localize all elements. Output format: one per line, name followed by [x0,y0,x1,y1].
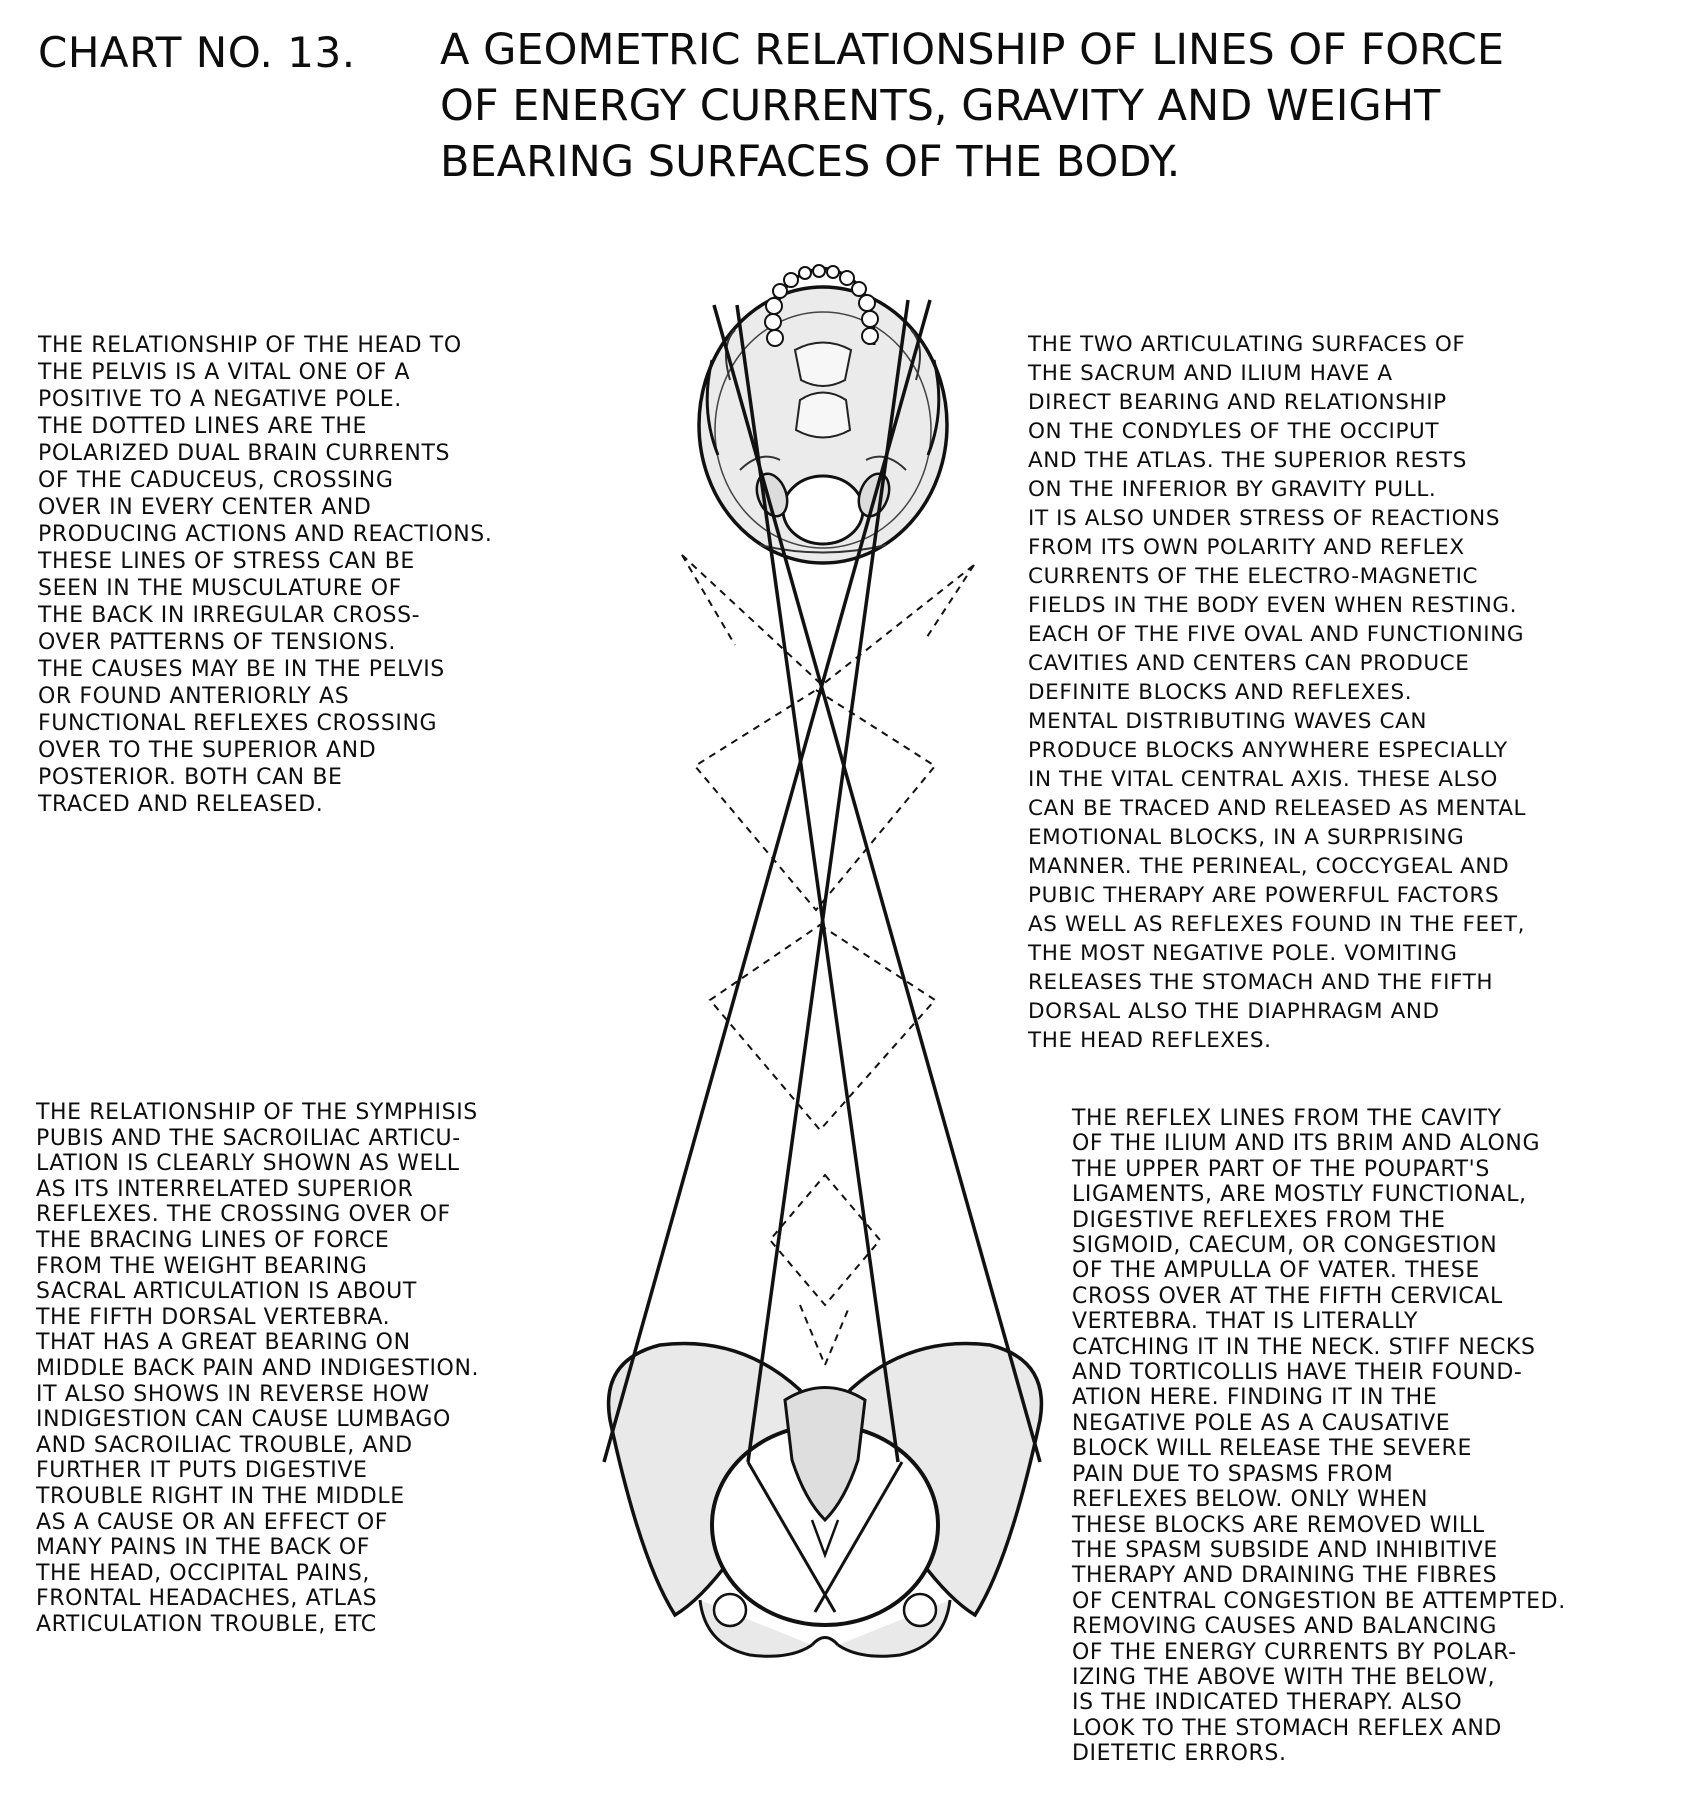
note-line: THE BRACING LINES OF FORCE [36,1227,390,1253]
chart-title-line: A GEOMETRIC RELATIONSHIP OF LINES OF FORCE [440,25,1505,75]
note-line: PUBIC THERAPY ARE POWERFUL FACTORS [1028,883,1500,908]
note-line: VERTEBRA. THAT IS LITERALLY [1072,1309,1419,1335]
note-line: CURRENTS OF THE ELECTRO-MAGNETIC [1028,564,1479,589]
note-line: CAN BE TRACED AND RELEASED AS MENTAL [1028,796,1527,821]
note-line: THE MOST NEGATIVE POLE. VOMITING [1028,941,1458,966]
note-line: TROUBLE RIGHT IN THE MIDDLE [36,1483,405,1509]
note-line: POSITIVE TO A NEGATIVE POLE. [38,387,402,412]
note-line: THERAPY AND DRAINING THE FIBRES [1072,1563,1498,1589]
note-line: PRODUCING ACTIONS AND REACTIONS. [38,522,493,547]
note-line: AND THE ATLAS. THE SUPERIOR RESTS [1028,448,1467,473]
note-line: DIRECT BEARING AND RELATIONSHIP [1028,390,1447,415]
note-line: SIGMOID, CAECUM, OR CONGESTION [1072,1233,1498,1259]
note-line: IT ALSO SHOWS IN REVERSE HOW [36,1381,430,1407]
note-line: POLARIZED DUAL BRAIN CURRENTS [38,441,451,466]
note-line: FROM ITS OWN POLARITY AND REFLEX [1028,535,1465,560]
chart-number: CHART NO. 13. [38,28,356,77]
chart-title-line: OF ENERGY CURRENTS, GRAVITY AND WEIGHT [440,81,1441,131]
note-line: OVER PATTERNS OF TENSIONS. [38,630,396,655]
note-line: FUNCTIONAL REFLEXES CROSSING [38,711,438,736]
note-line: THE DOTTED LINES ARE THE [38,414,368,439]
note-top-right [1028,330,1688,1055]
note-line: RELEASES THE STOMACH AND THE FIFTH [1028,970,1494,995]
note-line: THE BACK IN IRREGULAR CROSS- [38,603,421,628]
note-line: THE REFLEX LINES FROM THE CAVITY [1072,1106,1502,1131]
note-line: OVER IN EVERY CENTER AND [38,495,372,520]
chart-title [440,22,1660,190]
note-line: ATION HERE. FINDING IT IN THE [1072,1385,1438,1411]
note-line: LATION IS CLEARLY SHOWN AS WELL [36,1151,460,1177]
note-line: AS ITS INTERRELATED SUPERIOR [36,1176,414,1202]
note-line: CATCHING IT IN THE NECK. STIFF NECKS [1072,1334,1536,1360]
note-line: EACH OF THE FIVE OVAL AND FUNCTIONING [1028,622,1525,647]
note-line: AS A CAUSE OR AN EFFECT OF [36,1509,388,1535]
note-line: FRONTAL HEADACHES, ATLAS [36,1586,378,1612]
note-line: MANY PAINS IN THE BACK OF [36,1535,371,1561]
note-line: AND SACROILIAC TROUBLE, AND [36,1432,413,1458]
note-line: THE CAUSES MAY BE IN THE PELVIS [38,657,445,682]
note-line: IS THE INDICATED THERAPY. ALSO [1072,1690,1463,1716]
note-line: IZING THE ABOVE WITH THE BELOW, [1072,1664,1496,1690]
note-line: FROM THE WEIGHT BEARING [36,1253,368,1279]
note-line: DIGESTIVE REFLEXES FROM THE [1072,1207,1446,1233]
note-line: THE UPPER PART OF THE POUPART'S [1072,1156,1490,1182]
note-line: FURTHER IT PUTS DIGESTIVE [36,1458,368,1484]
note-line: THESE LINES OF STRESS CAN BE [38,549,415,574]
note-line: POSTERIOR. BOTH CAN BE [38,765,343,790]
note-line: THAT HAS A GREAT BEARING ON [36,1330,411,1356]
note-line: CROSS OVER AT THE FIFTH CERVICAL [1072,1283,1503,1309]
note-line: OF THE ILIUM AND ITS BRIM AND ALONG [1072,1131,1541,1157]
note-line: DIETETIC ERRORS. [1072,1741,1287,1767]
note-line: THE TWO ARTICULATING SURFACES OF [1028,332,1466,357]
note-line: IT IS ALSO UNDER STRESS OF REACTIONS [1028,506,1501,531]
note-line: CAVITIES AND CENTERS CAN PRODUCE [1028,651,1470,676]
note-line: SACRAL ARTICULATION IS ABOUT [36,1279,417,1305]
note-line: PRODUCE BLOCKS ANYWHERE ESPECIALLY [1028,738,1508,763]
note-line: OR FOUND ANTERIORLY AS [38,684,350,709]
chart-title-line: BEARING SURFACES OF THE BODY. [440,137,1181,187]
note-line: NEGATIVE POLE AS A CAUSATIVE [1072,1410,1451,1436]
note-line: MIDDLE BACK PAIN AND INDIGESTION. [36,1355,480,1381]
note-line: MANNER. THE PERINEAL, COCCYGEAL AND [1028,854,1510,879]
note-line: OF THE AMPULLA OF VATER. THESE [1072,1258,1480,1284]
note-line: THE RELATIONSHIP OF THE SYMPHISIS [36,1100,478,1125]
note-line: TRACED AND RELEASED. [38,792,324,817]
note-line: THE FIFTH DORSAL VERTEBRA. [36,1304,391,1330]
note-line: THE SACRUM AND ILIUM HAVE A [1028,361,1393,386]
note-line: THE SPASM SUBSIDE AND INHIBITIVE [1072,1537,1498,1563]
note-line: REMOVING CAUSES AND BALANCING [1072,1614,1498,1640]
note-line: OVER TO THE SUPERIOR AND [38,738,377,763]
note-line: INDIGESTION CAN CAUSE LUMBAGO [36,1407,451,1433]
note-line: OF CENTRAL CONGESTION BE ATTEMPTED. [1072,1588,1566,1614]
note-line: AS WELL AS REFLEXES FOUND IN THE FEET, [1028,912,1526,937]
note-line: AND TORTICOLLIS HAVE THEIR FOUND- [1072,1360,1523,1386]
skull-base-icon [699,265,947,563]
note-line: OF THE ENERGY CURRENTS BY POLAR- [1072,1639,1517,1665]
caduceus-dotted-lines [682,555,974,1365]
note-bottom-left [36,1100,636,1637]
note-line: THESE BLOCKS ARE REMOVED WILL [1072,1512,1485,1538]
note-line: DEFINITE BLOCKS AND REFLEXES. [1028,680,1413,705]
note-line: PUBIS AND THE SACROILIAC ARTICU- [36,1125,461,1151]
note-top-left [38,332,678,818]
note-line: REFLEXES BELOW. ONLY WHEN [1072,1487,1429,1513]
note-line: THE HEAD, OCCIPITAL PAINS, [36,1560,371,1586]
note-line: DORSAL ALSO THE DIAPHRAGM AND [1028,999,1440,1024]
note-line: ON THE INFERIOR BY GRAVITY PULL. [1028,477,1437,502]
note-line: THE RELATIONSHIP OF THE HEAD TO [38,333,462,358]
note-line: ON THE CONDYLES OF THE OCCIPUT [1028,419,1440,444]
note-line: REFLEXES. THE CROSSING OVER OF [36,1202,451,1228]
pelvis-icon [609,1343,1042,1656]
note-line: ARTICULATION TROUBLE, ETC [36,1611,377,1637]
note-line: THE PELVIS IS A VITAL ONE OF A [38,360,411,385]
note-line: LIGAMENTS, ARE MOSTLY FUNCTIONAL, [1072,1182,1527,1208]
note-line: OF THE CADUCEUS, CROSSING [38,468,394,493]
note-bottom-right [1072,1106,1692,1767]
note-line: FIELDS IN THE BODY EVEN WHEN RESTING. [1028,593,1518,618]
note-line: PAIN DUE TO SPASMS FROM [1072,1461,1394,1487]
note-line: BLOCK WILL RELEASE THE SEVERE [1072,1436,1472,1462]
note-line: THE HEAD REFLEXES. [1028,1028,1272,1053]
note-line: EMOTIONAL BLOCKS, IN A SURPRISING [1028,825,1465,850]
note-line: MENTAL DISTRIBUTING WAVES CAN [1028,709,1428,734]
note-line: IN THE VITAL CENTRAL AXIS. THESE ALSO [1028,767,1498,792]
note-line: SEEN IN THE MUSCULATURE OF [38,576,402,601]
note-line: LOOK TO THE STOMACH REFLEX AND [1072,1715,1502,1741]
